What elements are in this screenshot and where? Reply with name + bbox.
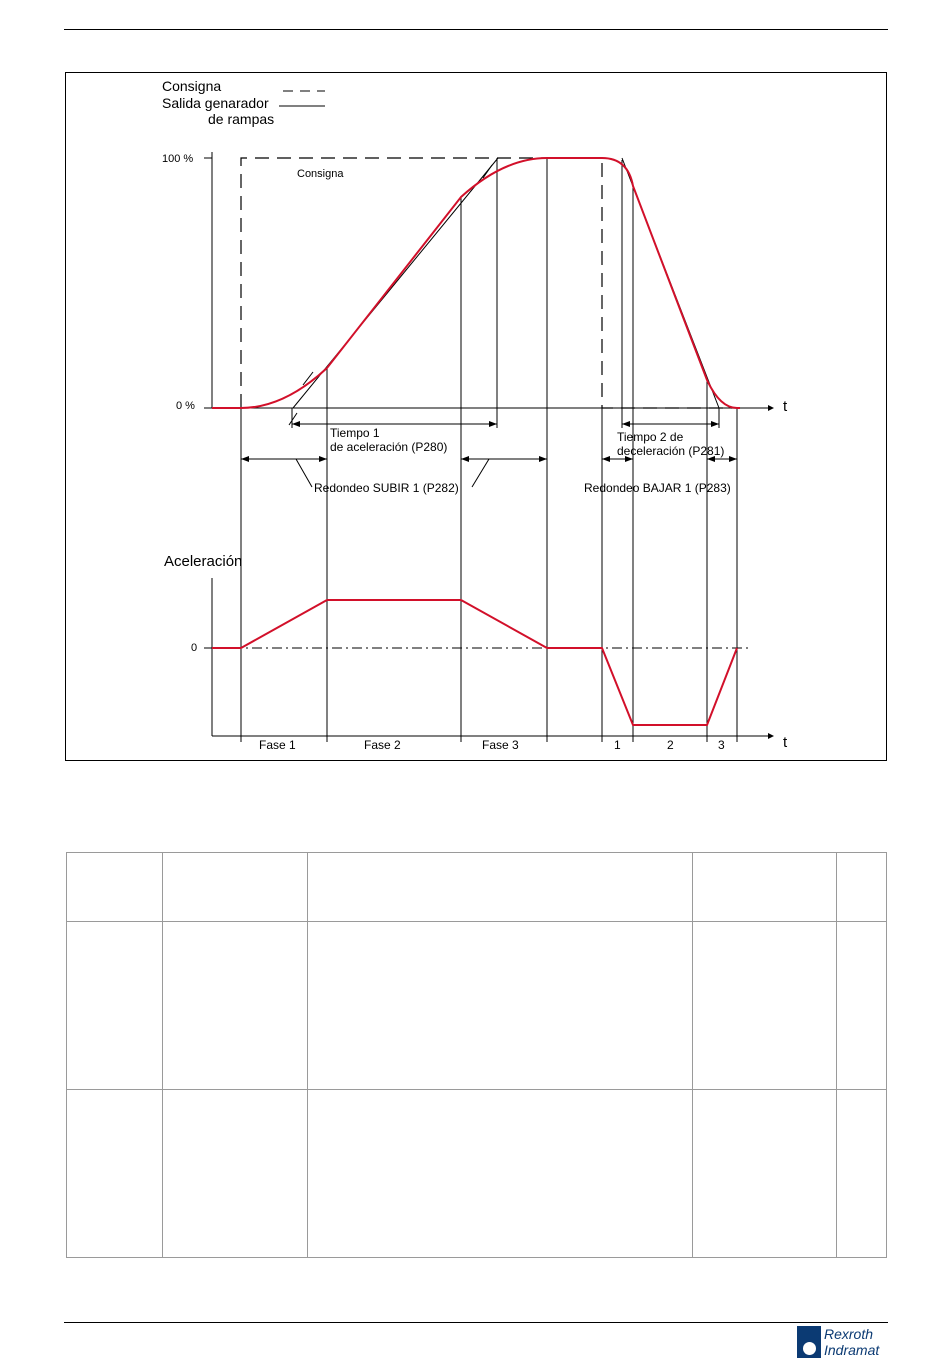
table-header-cell	[163, 853, 308, 922]
acceleration-curve	[212, 600, 737, 725]
decel-time-arrow-right	[711, 421, 719, 427]
bottom-t-label: t	[783, 734, 788, 751]
table-header-cell	[693, 853, 837, 922]
ramp-output-curve	[212, 158, 740, 408]
y-100-label: 100 %	[162, 153, 194, 165]
decel-time-label-line1: Tiempo 2 de	[617, 430, 684, 444]
accel-time-arrow-left	[292, 421, 300, 427]
table-cell	[837, 922, 887, 1090]
round-down-label: Redondeo BAJAR 1 (P283)	[584, 481, 731, 495]
phase-label-3: Fase 3	[482, 738, 519, 752]
accel-time-arrow-right	[489, 421, 497, 427]
table-cell	[67, 922, 163, 1090]
decel-phase-label-1: 1	[614, 738, 621, 752]
decel-time-label-line2: deceleración (P281)	[617, 444, 725, 458]
decel-time-arrow-left	[622, 421, 630, 427]
y-0-label: 0 %	[176, 400, 195, 412]
round-up-leader-2	[472, 459, 489, 487]
table-header-cell	[67, 853, 163, 922]
table-cell	[163, 1090, 308, 1258]
top-t-label: t	[783, 398, 788, 415]
table-cell	[308, 922, 693, 1090]
table-cell	[308, 1090, 693, 1258]
table-header-cell	[308, 853, 693, 922]
round-down-dim-1-arrow-l	[602, 456, 610, 462]
bottom-y-0-label: 0	[191, 642, 198, 654]
phase-label-1: Fase 1	[259, 738, 296, 752]
round-up-leader	[296, 459, 312, 487]
round-up-label: Redondeo SUBIR 1 (P282)	[314, 481, 459, 495]
legend-ramp-output-line1: Salida genarador	[162, 95, 269, 111]
round-up-dim-2-arrow-r	[539, 456, 547, 462]
logo-mark-icon	[797, 1326, 821, 1358]
logo-line2: Indramat	[824, 1342, 880, 1358]
table-cell	[693, 922, 837, 1090]
table-row	[67, 922, 887, 1090]
top-x-axis-arrow	[768, 405, 774, 411]
round-up-dim-2-arrow-l	[461, 456, 469, 462]
decel-phase-label-2: 2	[667, 738, 674, 752]
table-header-row	[67, 853, 887, 922]
decel-phase-label-3: 3	[718, 738, 725, 752]
setpoint-curve	[241, 158, 740, 408]
round-up-dim-1-arrow-r	[319, 456, 327, 462]
accel-time-label-line2: de aceleración (P280)	[330, 440, 448, 454]
rexroth-indramat-logo	[797, 1326, 889, 1358]
bottom-x-axis-arrow	[768, 733, 774, 739]
setpoint-curve-label: Consigna	[297, 168, 344, 180]
phase-label-2: Fase 2	[364, 738, 401, 752]
table-cell	[837, 1090, 887, 1258]
parameter-table	[66, 852, 887, 1258]
diagram-border	[66, 73, 887, 761]
logo-line1: Rexroth	[824, 1326, 874, 1342]
round-down-dim-2-arrow-r	[729, 456, 737, 462]
legend-setpoint-label: Consigna	[162, 78, 222, 94]
table-header-cell	[837, 853, 887, 922]
accel-time-label-line1: Tiempo 1	[330, 426, 380, 440]
table-cell	[163, 922, 308, 1090]
table-row	[67, 1090, 887, 1258]
round-up-dim-1-arrow-l	[241, 456, 249, 462]
accel-chart-title: Aceleración	[164, 553, 243, 570]
legend-ramp-output-line2: de rampas	[208, 111, 275, 127]
bottom-rule	[64, 1322, 888, 1323]
table-cell	[67, 1090, 163, 1258]
table-cell	[693, 1090, 837, 1258]
